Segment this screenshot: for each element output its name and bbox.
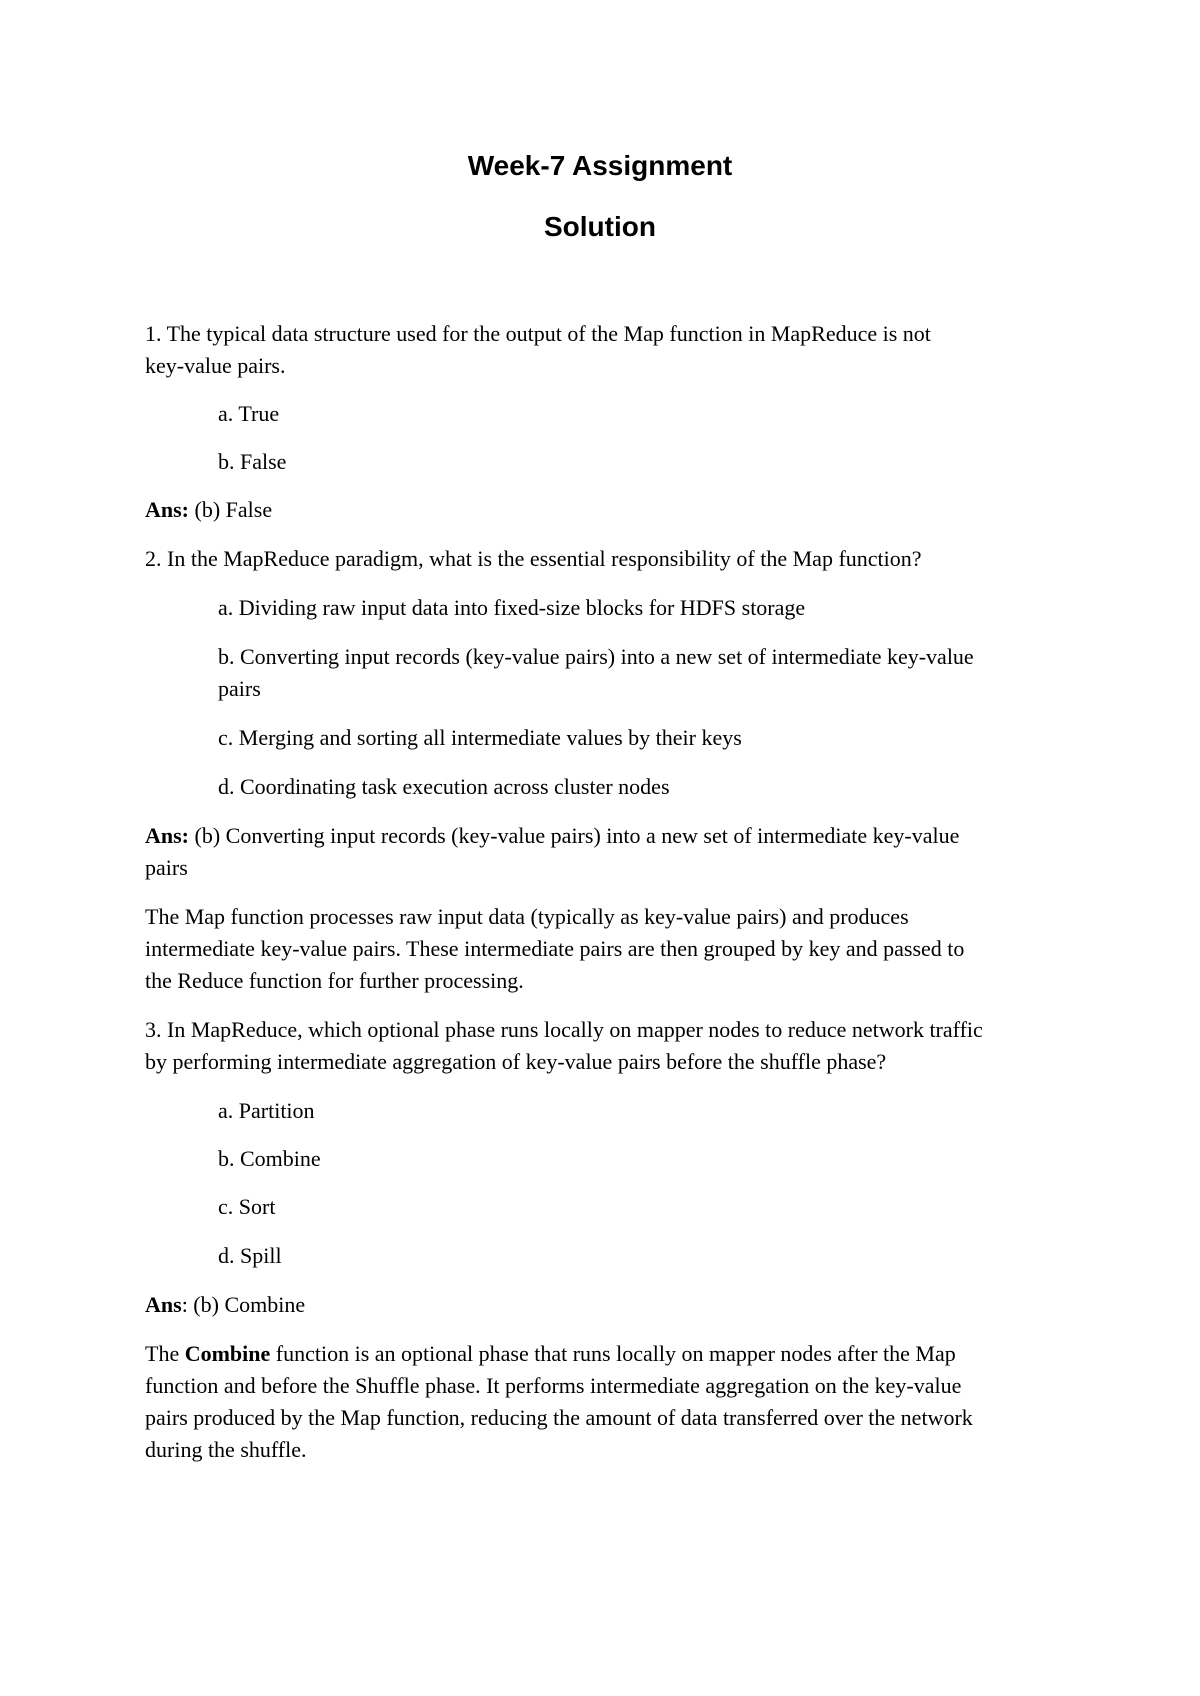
- question-2-explanation-line-2: intermediate key-value pairs. These intermediate pairs are then grouped by key and passed to: [145, 936, 965, 961]
- document-subtitle: Solution: [544, 211, 656, 242]
- question-3-option-b: b. Combine: [218, 1146, 321, 1171]
- answer-label: Ans:: [145, 497, 190, 522]
- question-2-option-d: d. Coordinating task execution across cluster nodes: [218, 774, 670, 799]
- answer-text: (b) False: [189, 497, 273, 522]
- question-1-text-line-1: 1. The typical data structure used for the output of the Map function in MapReduce is not: [145, 321, 931, 346]
- question-1-option-a: a. True: [218, 401, 280, 426]
- question-3-explanation-line-1: [145, 1338, 1065, 1370]
- question-3-explanation-line-2: function and before the Shuffle phase. It performs intermediate aggregation on the key-value: [145, 1373, 962, 1398]
- question-2-option-b-line-2: pairs: [218, 676, 261, 701]
- answer-text: (b) Converting input records (key-value pairs) into a new set of intermediate key-value: [189, 823, 960, 848]
- question-1-text-line-2: key-value pairs.: [145, 353, 286, 378]
- question-2-explanation-line-3: the Reduce function for further processing.: [145, 968, 524, 993]
- document-title: Week-7 Assignment: [467, 150, 733, 181]
- question-3-text-line-2: by performing intermediate aggregation of key-value pairs before the shuffle phase?: [145, 1049, 887, 1074]
- question-1-option-b: b. False: [218, 449, 287, 474]
- question-1-answer: [145, 494, 1065, 526]
- question-2-text: 2. In the MapReduce paradigm, what is the essential responsibility of the Map function?: [145, 546, 922, 571]
- question-2-option-a: a. Dividing raw input data into fixed-size blocks for HDFS storage: [218, 595, 806, 620]
- explanation-rest: function is an optional phase that runs locally on mapper nodes after the Map: [270, 1341, 956, 1366]
- question-2-explanation-line-1: The Map function processes raw input data (typically as key-value pairs) and produces: [145, 904, 909, 929]
- question-2-answer-line-1: [145, 820, 1065, 852]
- question-3-explanation-line-3: pairs produced by the Map function, reducing the amount of data transferred over the network: [145, 1405, 973, 1430]
- question-3-answer: [145, 1289, 1065, 1321]
- answer-label: Ans: [145, 1292, 182, 1317]
- answer-text: : (b) Combine: [181, 1292, 306, 1317]
- question-3-explanation-line-4: during the shuffle.: [145, 1437, 307, 1462]
- question-2-option-c: c. Merging and sorting all intermediate values by their keys: [218, 725, 742, 750]
- question-2-option-b-line-1: b. Converting input records (key-value pairs) into a new set of intermediate key-value: [218, 644, 974, 669]
- question-2-answer-line-2: pairs: [145, 855, 188, 880]
- question-3-text-line-1: 3. In MapReduce, which optional phase runs locally on mapper nodes to reduce network traffic: [145, 1017, 983, 1042]
- explanation-prefix: The: [145, 1341, 185, 1366]
- question-3-option-d: d. Spill: [218, 1243, 282, 1268]
- answer-label: Ans:: [145, 823, 190, 848]
- question-3-option-c: c. Sort: [218, 1194, 276, 1219]
- question-3-option-a: a. Partition: [218, 1098, 315, 1123]
- explanation-bold-term: Combine: [184, 1341, 271, 1366]
